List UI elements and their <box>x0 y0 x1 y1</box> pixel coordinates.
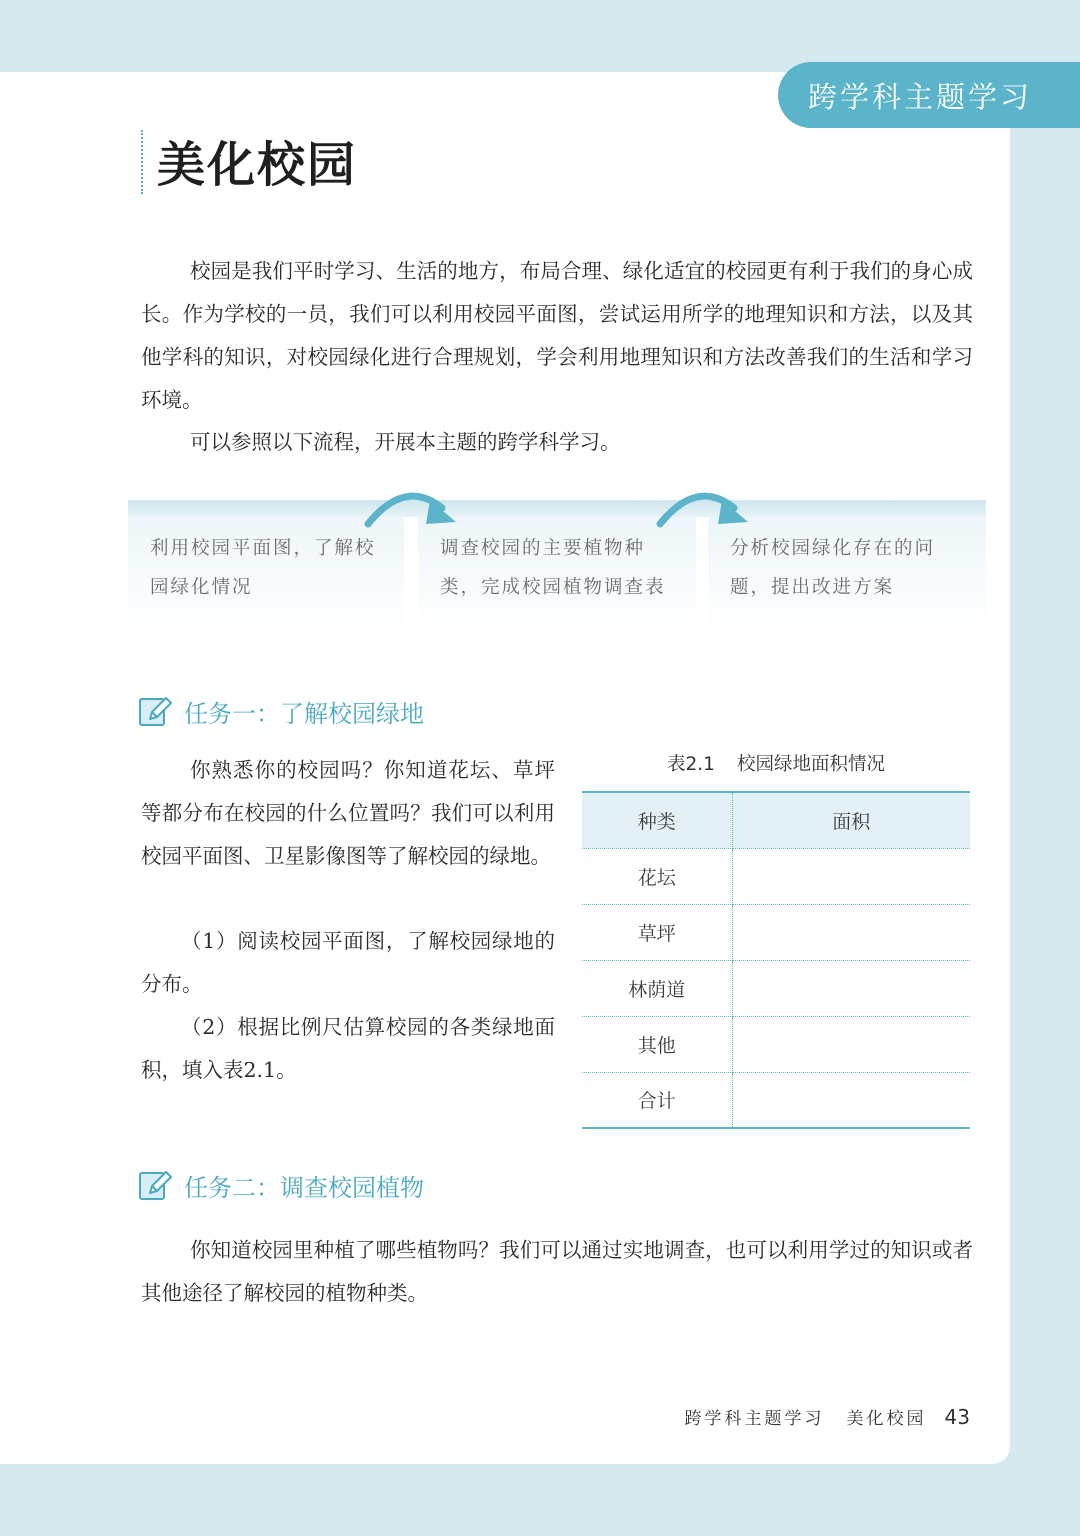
area-cell[interactable] <box>732 904 970 960</box>
table-row <box>582 960 970 1016</box>
table-header-row <box>582 792 970 848</box>
category-cell: 其他 <box>582 1016 732 1072</box>
section-tag: 跨学科主题学习 <box>778 62 1080 128</box>
task-1-paragraph: 你熟悉你的校园吗？你知道花坛、草坪等都分布在校园的什么位置吗？我们可以利用校园平面图、卫星影像图等了解校园的绿地。 <box>141 758 555 868</box>
table-caption <box>582 750 970 776</box>
task-2-paragraph: 你知道校园里种植了哪些植物吗？我们可以通过实地调查，也可以利用学过的知识或者其他途径了解校园的植物种类。 <box>141 1238 973 1305</box>
pencil-note-icon <box>138 1169 172 1203</box>
footer-topic: 美化校园 <box>846 1409 927 1429</box>
page-footer <box>685 1404 970 1429</box>
intro-paragraph-2: 可以参照以下流程，开展本主题的跨学科学习。 <box>190 430 621 454</box>
flow-step-1: 利用校园平面图，了解校园绿化情况 <box>128 517 404 637</box>
area-cell[interactable] <box>732 848 970 904</box>
curved-arrow-icon <box>360 478 460 528</box>
table-row <box>582 904 970 960</box>
footer-section: 跨学科主题学习 <box>684 1409 825 1429</box>
page-title: 美化校园 <box>157 137 358 193</box>
page-number: 43 <box>944 1405 970 1429</box>
area-cell[interactable] <box>732 960 970 1016</box>
header-category: 种类 <box>582 792 732 848</box>
table-title: 校园绿地面积情况 <box>736 754 885 775</box>
category-cell: 花坛 <box>582 848 732 904</box>
task-1-step-1: （1）阅读校园平面图，了解校园绿地的分布。 <box>141 929 555 996</box>
table-row <box>582 1072 970 1128</box>
task-1-step-2: （2）根据比例尺估算校园的各类绿地面积，填入表2.1。 <box>141 1015 555 1082</box>
flow-step-3: 分析校园绿化存在的问题，提出改进方案 <box>708 517 986 637</box>
category-cell: 林荫道 <box>582 960 732 1016</box>
table-row <box>582 1016 970 1072</box>
flow-step-2: 调查校园的主要植物种类，完成校园植物调查表 <box>418 517 696 637</box>
title-rule <box>141 130 143 194</box>
flow-band <box>128 500 986 517</box>
table-row <box>582 848 970 904</box>
task-2-title: 任务二：调查校园植物 <box>184 1174 424 1202</box>
task-1-heading <box>138 694 424 729</box>
area-cell[interactable] <box>732 1016 970 1072</box>
category-cell: 草坪 <box>582 904 732 960</box>
pencil-note-icon <box>138 695 172 729</box>
category-cell: 合计 <box>582 1072 732 1128</box>
area-cell[interactable] <box>732 1072 970 1128</box>
table-number: 表2.1 <box>667 754 715 775</box>
task-2-heading <box>138 1168 424 1203</box>
green-area-table <box>582 791 970 1129</box>
curved-arrow-icon <box>652 478 752 528</box>
intro-paragraph: 校园是我们平时学习、生活的地方，布局合理、绿化适宜的校园更有利于我们的身心成长。作为学校的一员，我们可以利用校园平面图，尝试运用所学的地理知识和方法，以及其他学科的知识，对校园绿化进行合理规划，学会利用地理知识和方法改善我们的生活和学习环境。 <box>141 259 973 412</box>
task-1-title: 任务一：了解校园绿地 <box>184 700 424 728</box>
header-area: 面积 <box>732 792 970 848</box>
